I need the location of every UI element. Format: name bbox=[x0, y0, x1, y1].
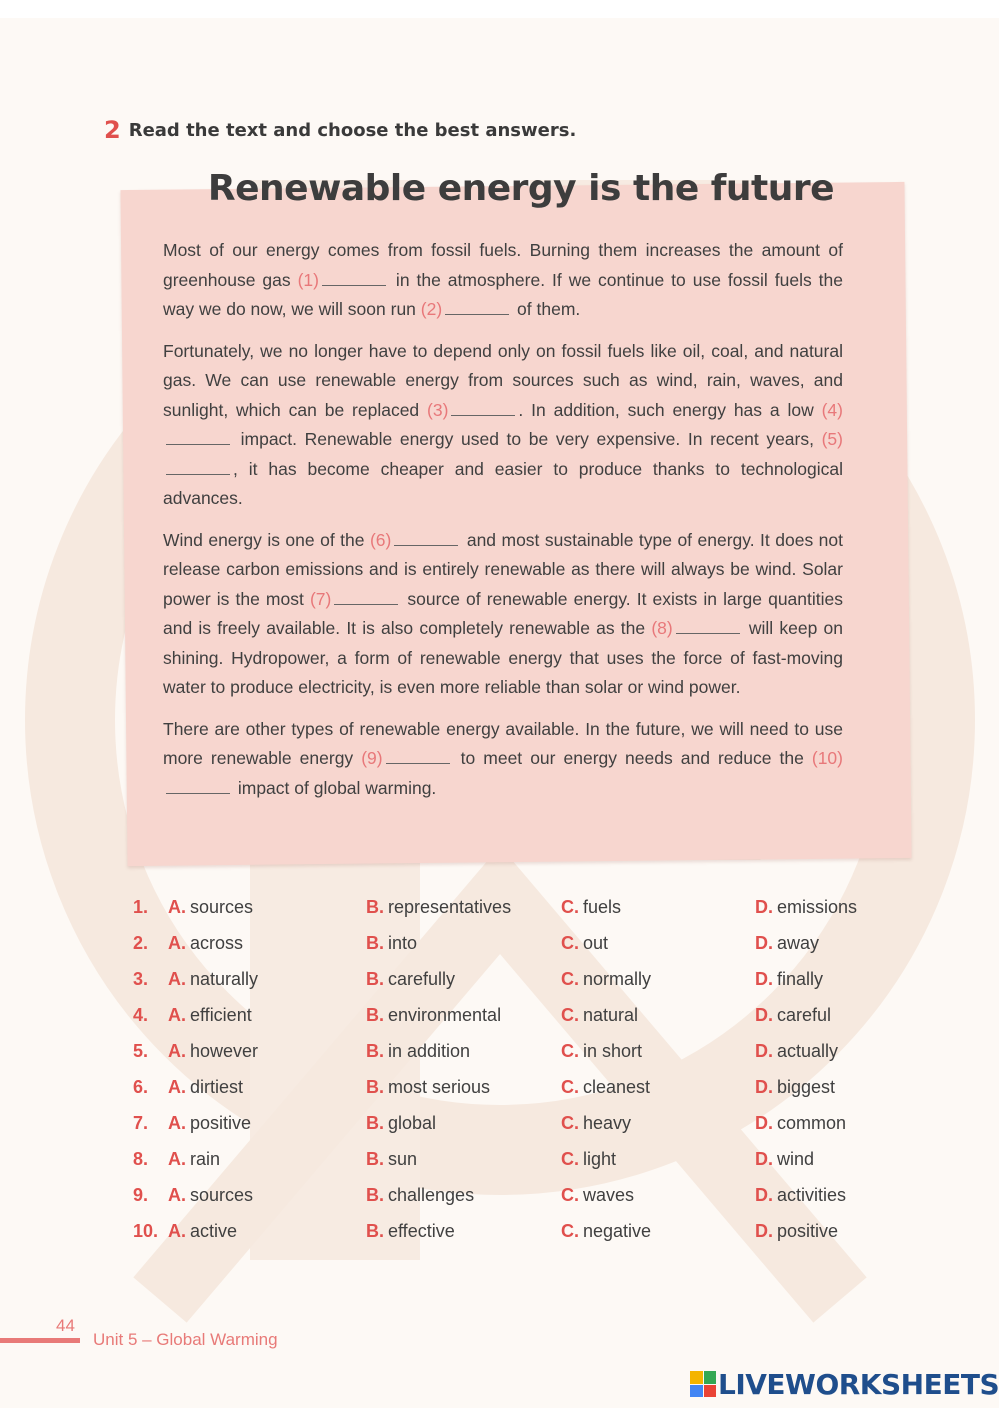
option-text: naturally bbox=[190, 969, 259, 989]
option-letter: C. bbox=[561, 1149, 579, 1169]
option-letter: D. bbox=[755, 1185, 773, 1205]
passage-text-segment: to meet our energy needs and reduce the bbox=[452, 748, 812, 768]
option-text: natural bbox=[583, 1005, 639, 1025]
answer-option[interactable] bbox=[366, 1077, 490, 1098]
blank-number: (6) bbox=[369, 529, 392, 550]
blank-number: (7) bbox=[309, 588, 332, 609]
answer-blank[interactable] bbox=[334, 590, 398, 605]
question-row bbox=[0, 1185, 999, 1211]
option-text: activities bbox=[777, 1185, 847, 1205]
option-text: in short bbox=[583, 1041, 643, 1061]
option-letter: C. bbox=[561, 1041, 579, 1061]
option-letter: C. bbox=[561, 1185, 579, 1205]
answer-option[interactable] bbox=[366, 933, 417, 954]
option-text: light bbox=[583, 1149, 617, 1169]
answer-option[interactable] bbox=[168, 1221, 237, 1242]
answer-option[interactable] bbox=[561, 1077, 650, 1098]
passage-text-segment: Most of our energy comes from fossil fuels. Burning them increases the amount of greenhouse gas bbox=[163, 240, 843, 290]
passage-paragraph bbox=[163, 715, 843, 804]
option-letter: B. bbox=[366, 1149, 384, 1169]
blank-number: (9) bbox=[361, 748, 383, 768]
answer-option[interactable] bbox=[755, 1077, 835, 1098]
option-letter: B. bbox=[366, 1113, 384, 1133]
option-letter: B. bbox=[366, 1221, 384, 1241]
option-letter: D. bbox=[755, 1221, 773, 1241]
answer-option[interactable] bbox=[561, 897, 621, 918]
answer-option[interactable] bbox=[366, 1221, 455, 1242]
unit-label: Unit 5 – Global Warming bbox=[93, 1330, 278, 1349]
answer-option[interactable] bbox=[366, 1041, 470, 1062]
question-number: 6. bbox=[133, 1077, 149, 1097]
blank-number: (4) bbox=[821, 399, 843, 420]
question-number: 7. bbox=[133, 1113, 149, 1133]
question-number: 9. bbox=[133, 1185, 149, 1205]
answer-option[interactable] bbox=[366, 897, 511, 918]
option-text: fuels bbox=[583, 897, 622, 917]
option-letter: A. bbox=[168, 933, 186, 953]
passage-text-segment: , it has become cheaper and easier to produce thanks to technological advances. bbox=[163, 458, 843, 508]
option-text: effective bbox=[388, 1221, 455, 1241]
question-row bbox=[0, 1221, 999, 1247]
option-text: common bbox=[777, 1113, 847, 1133]
answer-option[interactable] bbox=[561, 933, 608, 954]
option-letter: B. bbox=[366, 933, 384, 953]
option-text: wind bbox=[777, 1149, 815, 1169]
passage-title: Renewable energy is the future bbox=[207, 168, 835, 209]
blank-number: (8) bbox=[651, 618, 673, 638]
answer-blank[interactable] bbox=[166, 779, 230, 794]
passage-text-segment: There are other types of renewable energy available. In the future, we will need to use more renewable energy bbox=[163, 718, 843, 768]
option-text: positive bbox=[777, 1221, 839, 1241]
blank-number: (2) bbox=[420, 299, 443, 319]
answer-option[interactable] bbox=[755, 1005, 831, 1026]
answer-option[interactable] bbox=[168, 969, 258, 990]
question-number: 8. bbox=[133, 1149, 149, 1169]
answer-option[interactable] bbox=[755, 969, 823, 990]
answer-option[interactable] bbox=[561, 969, 651, 990]
answer-option[interactable] bbox=[168, 933, 243, 954]
option-letter: A. bbox=[168, 897, 186, 917]
question-number: 1. bbox=[133, 897, 149, 917]
answer-option[interactable] bbox=[755, 897, 857, 918]
option-letter: D. bbox=[755, 1041, 773, 1061]
option-text: in addition bbox=[388, 1041, 471, 1061]
blank-number: (10) bbox=[811, 748, 843, 768]
option-text: actually bbox=[777, 1041, 839, 1061]
option-letter: D. bbox=[755, 897, 773, 917]
option-letter: B. bbox=[366, 1005, 384, 1025]
answer-option[interactable] bbox=[755, 1113, 846, 1134]
question-row bbox=[0, 969, 999, 995]
answer-blank[interactable] bbox=[676, 619, 740, 634]
option-letter: D. bbox=[755, 969, 773, 989]
answer-option[interactable] bbox=[366, 1185, 474, 1206]
passage-paragraph bbox=[163, 236, 843, 325]
option-text: challenges bbox=[388, 1185, 475, 1205]
option-letter: A. bbox=[168, 969, 186, 989]
option-text: global bbox=[388, 1113, 437, 1133]
option-text: emissions bbox=[777, 897, 858, 917]
option-letter: B. bbox=[366, 1185, 384, 1205]
exercise-heading bbox=[104, 116, 576, 144]
option-text: sources bbox=[190, 1185, 254, 1205]
answer-blank[interactable] bbox=[394, 531, 458, 546]
option-text: representatives bbox=[388, 897, 512, 917]
option-letter: C. bbox=[561, 933, 579, 953]
option-text: into bbox=[388, 933, 418, 953]
option-letter: A. bbox=[168, 1113, 186, 1133]
passage-text-segment: Wind energy is one of the bbox=[163, 529, 370, 550]
option-letter: D. bbox=[755, 1149, 773, 1169]
option-letter: D. bbox=[755, 933, 773, 953]
passage-text-segment: and most sustainable type of energy. It does not release carbon emissions and is entirely renewable as there will always be wind. Solar power is the most bbox=[163, 529, 843, 609]
option-letter: A. bbox=[168, 1221, 186, 1241]
option-text: positive bbox=[190, 1113, 252, 1133]
passage-text-segment: Fortunately, we no longer have to depend only on fossil fuels like oil, coal, and natural gas. We can use renewable energy from sources such as wind, rain, waves, and sunlight, which can be replaced bbox=[163, 340, 843, 420]
answer-option[interactable] bbox=[366, 1149, 417, 1170]
option-text: most serious bbox=[388, 1077, 491, 1097]
option-letter: A. bbox=[168, 1185, 186, 1205]
answer-option[interactable] bbox=[168, 1041, 258, 1062]
question-number: 10. bbox=[133, 1221, 159, 1241]
page-number: 44 bbox=[56, 1316, 75, 1335]
question-row bbox=[0, 1113, 999, 1139]
answer-option[interactable] bbox=[755, 1149, 814, 1170]
answer-blank[interactable] bbox=[451, 401, 515, 416]
answer-option[interactable] bbox=[561, 1221, 651, 1242]
answer-option[interactable] bbox=[561, 1149, 616, 1170]
question-number: 4. bbox=[133, 1005, 149, 1025]
option-text: environmental bbox=[388, 1005, 502, 1025]
answer-option[interactable] bbox=[168, 1149, 220, 1170]
option-letter: A. bbox=[168, 1041, 186, 1061]
answer-option[interactable] bbox=[366, 969, 455, 990]
option-text: rain bbox=[190, 1149, 221, 1169]
option-text: dirtiest bbox=[190, 1077, 244, 1097]
answer-option[interactable] bbox=[168, 1185, 253, 1206]
option-text: heavy bbox=[583, 1113, 632, 1133]
option-text: normally bbox=[583, 969, 652, 989]
blank-number: (5) bbox=[821, 429, 843, 449]
answer-option[interactable] bbox=[755, 1185, 846, 1206]
answer-option[interactable] bbox=[561, 1185, 634, 1206]
passage-text-segment: source of renewable energy. It exists in large quantities and is freely available. It is also completely renewable as the bbox=[163, 588, 844, 638]
option-letter: B. bbox=[366, 969, 384, 989]
option-letter: A. bbox=[168, 1005, 186, 1025]
option-text: active bbox=[190, 1221, 238, 1241]
answer-option[interactable] bbox=[561, 1005, 638, 1026]
option-letter: C. bbox=[561, 897, 579, 917]
option-text: negative bbox=[583, 1221, 652, 1241]
passage-text-segment: . In addition, such energy has a low bbox=[518, 399, 822, 420]
passage-text-segment: in the atmosphere. If we continue to use fossil fuels the way we do now, we will soon run bbox=[163, 269, 843, 319]
question-row bbox=[0, 933, 999, 959]
answer-option[interactable] bbox=[755, 1221, 838, 1242]
option-letter: A. bbox=[168, 1077, 186, 1097]
option-text: efficient bbox=[190, 1005, 252, 1025]
blank-number: (1) bbox=[297, 269, 319, 290]
option-letter: A. bbox=[168, 1149, 186, 1169]
option-letter: C. bbox=[561, 1221, 579, 1241]
option-text: cleanest bbox=[583, 1077, 651, 1097]
answer-option[interactable] bbox=[561, 1113, 631, 1134]
passage-text-segment: will keep on shining. Hydropower, a form of renewable energy that uses the force of fast-moving water to produce electricity, is even more reliable than solar or wind power. bbox=[163, 618, 843, 697]
option-letter: B. bbox=[366, 897, 384, 917]
option-text: finally bbox=[777, 969, 824, 989]
exercise-instruction: Read the text and choose the best answers. bbox=[128, 120, 577, 141]
answer-option[interactable] bbox=[755, 933, 819, 954]
option-text: away bbox=[777, 933, 820, 953]
answer-option[interactable] bbox=[366, 1005, 501, 1026]
question-row bbox=[0, 897, 999, 923]
passage-text bbox=[163, 236, 843, 815]
passage-text-segment: impact of global warming. bbox=[233, 777, 437, 798]
answer-blank[interactable] bbox=[386, 749, 450, 764]
answer-blank[interactable] bbox=[445, 300, 509, 315]
blank-number: (3) bbox=[427, 399, 449, 420]
option-text: careful bbox=[777, 1005, 832, 1025]
question-row bbox=[0, 1149, 999, 1175]
option-text: waves bbox=[583, 1185, 635, 1205]
liveworksheets-logo bbox=[690, 1366, 999, 1402]
answer-option[interactable] bbox=[168, 1113, 251, 1134]
option-text: sources bbox=[190, 897, 254, 917]
exercise-number: 2 bbox=[104, 116, 121, 144]
passage-text-segment: of them. bbox=[512, 299, 581, 319]
answer-option[interactable] bbox=[168, 1005, 252, 1026]
option-text: biggest bbox=[777, 1077, 836, 1097]
option-text: however bbox=[190, 1041, 259, 1061]
question-number: 5. bbox=[133, 1041, 149, 1061]
option-text: across bbox=[190, 933, 244, 953]
question-row bbox=[0, 1077, 999, 1103]
liveworksheets-icon bbox=[690, 1371, 716, 1397]
question-row bbox=[0, 1005, 999, 1031]
question-row bbox=[0, 1041, 999, 1067]
answer-option[interactable] bbox=[755, 1041, 838, 1062]
passage-paragraph bbox=[163, 337, 843, 514]
footer-accent-bar bbox=[0, 1338, 80, 1343]
answer-blank[interactable] bbox=[322, 271, 386, 286]
option-letter: B. bbox=[366, 1077, 384, 1097]
answer-option[interactable] bbox=[561, 1041, 642, 1062]
question-number: 3. bbox=[133, 969, 149, 989]
option-text: sun bbox=[388, 1149, 418, 1169]
option-letter: D. bbox=[755, 1113, 773, 1133]
passage-text-segment: impact. Renewable energy used to be very expensive. In recent years, bbox=[233, 429, 822, 449]
option-letter: D. bbox=[755, 1077, 773, 1097]
option-letter: B. bbox=[366, 1041, 384, 1061]
answer-option[interactable] bbox=[168, 1077, 243, 1098]
option-letter: C. bbox=[561, 1077, 579, 1097]
option-letter: C. bbox=[561, 1005, 579, 1025]
option-text: out bbox=[583, 933, 609, 953]
answer-option[interactable] bbox=[366, 1113, 436, 1134]
answer-blank[interactable] bbox=[166, 460, 230, 475]
answer-blank[interactable] bbox=[166, 430, 230, 445]
option-letter: C. bbox=[561, 1113, 579, 1133]
option-letter: C. bbox=[561, 969, 579, 989]
top-band bbox=[0, 0, 999, 18]
liveworksheets-wordmark: LIVEWORKSHEETS bbox=[718, 1367, 999, 1401]
option-text: carefully bbox=[388, 969, 456, 989]
passage-paragraph bbox=[163, 526, 843, 703]
option-letter: D. bbox=[755, 1005, 773, 1025]
answer-option[interactable] bbox=[168, 897, 253, 918]
question-number: 2. bbox=[133, 933, 149, 953]
